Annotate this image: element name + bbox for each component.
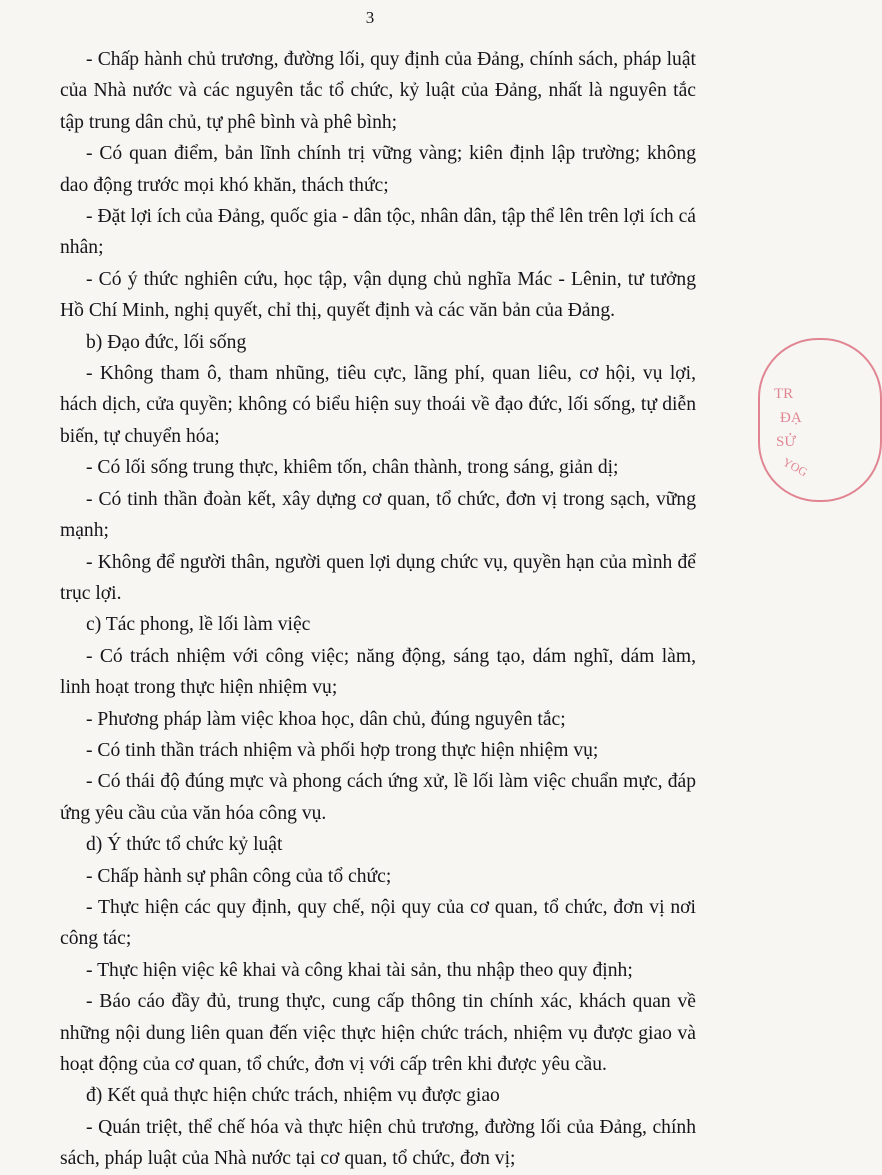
- section-heading: b) Đạo đức, lối sống: [86, 331, 247, 353]
- paragraph: - Quán triệt, thể chế hóa và thực hiện chủ trương, đường lối của Đảng, chính sách, pháp luật của Nhà nước tại cơ quan, tổ chức, đơn vị;: [60, 1116, 696, 1170]
- document-body: [60, 44, 696, 1175]
- paragraph: - Có lối sống trung thực, khiêm tốn, chân thành, trong sáng, giản dị;: [86, 457, 619, 479]
- paragraph: - Có tinh thần đoàn kết, xây dựng cơ quan, tổ chức, đơn vị trong sạch, vững mạnh;: [60, 488, 696, 542]
- paragraph: - Không để người thân, người quen lợi dụng chức vụ, quyền hạn của mình để trục lợi.: [60, 551, 696, 604]
- paragraph: - Thực hiện việc kê khai và công khai tài sản, thu nhập theo quy định;: [86, 959, 633, 981]
- paragraph: - Có ý thức nghiên cứu, học tập, vận dụng chủ nghĩa Mác - Lênin, tư tưởng Hồ Chí Minh, nghị quyết, chỉ thị, quyết định và các văn bản của Đảng.: [60, 268, 696, 322]
- section-heading: đ) Kết quả thực hiện chức trách, nhiệm vụ được giao: [86, 1085, 500, 1107]
- stamp-text: TR: [774, 386, 794, 402]
- stamp-text: ĐẠ: [780, 410, 802, 426]
- paragraph: - Có tinh thần trách nhiệm và phối hợp trong thực hiện nhiệm vụ;: [86, 739, 599, 761]
- section-heading: c) Tác phong, lề lối làm việc: [86, 614, 311, 636]
- page-number: 3: [365, 8, 375, 27]
- paragraph: - Có quan điểm, bản lĩnh chính trị vững vàng; kiên định lập trường; không dao động trước mọi khó khăn, thách thức;: [60, 143, 696, 196]
- paragraph: - Không tham ô, tham nhũng, tiêu cực, lãng phí, quan liêu, cơ hội, vụ lợi, hách dịch, cửa quyền; không có biểu hiện suy thoái về đạo đức, lối sống, tự diễn biến, tự chuyển hóa;: [60, 363, 696, 447]
- paragraph: - Có thái độ đúng mực và phong cách ứng xử, lề lối làm việc chuẩn mực, đáp ứng yêu cầu của văn hóa công vụ.: [60, 771, 696, 824]
- paragraph: - Thực hiện các quy định, quy chế, nội quy của cơ quan, tổ chức, đơn vị nơi công tác;: [60, 896, 696, 950]
- red-seal-stamp: [758, 338, 882, 502]
- paragraph: - Chấp hành sự phân công của tổ chức;: [86, 865, 392, 887]
- paragraph: - Báo cáo đầy đủ, trung thực, cung cấp thông tin chính xác, khách quan về những nội dung liên quan đến việc thực hiện chức trách, nhiệm vụ được giao và hoạt động của cơ quan, tổ chức, đơn vị với cấp trên khi được yêu cầu.: [60, 991, 696, 1075]
- stamp-text: SỬ: [776, 434, 796, 450]
- paragraph: - Đặt lợi ích của Đảng, quốc gia - dân tộc, nhân dân, tập thể lên trên lợi ích cá nhân;: [60, 206, 696, 259]
- section-heading: d) Ý thức tổ chức kỷ luật: [86, 834, 283, 856]
- paragraph: - Có trách nhiệm với công việc; năng động, sáng tạo, dám nghĩ, dám làm, linh hoạt trong thực hiện nhiệm vụ;: [60, 645, 696, 699]
- paragraph: - Chấp hành chủ trương, đường lối, quy định của Đảng, chính sách, pháp luật của Nhà nước và các nguyên tắc tổ chức, kỷ luật của Đảng, nhất là nguyên tắc tập trung dân chủ, tự phê bình và phê bình;: [60, 49, 696, 133]
- stamp-text: YOG: [780, 454, 810, 480]
- paragraph: - Phương pháp làm việc khoa học, dân chủ, đúng nguyên tắc;: [86, 708, 566, 730]
